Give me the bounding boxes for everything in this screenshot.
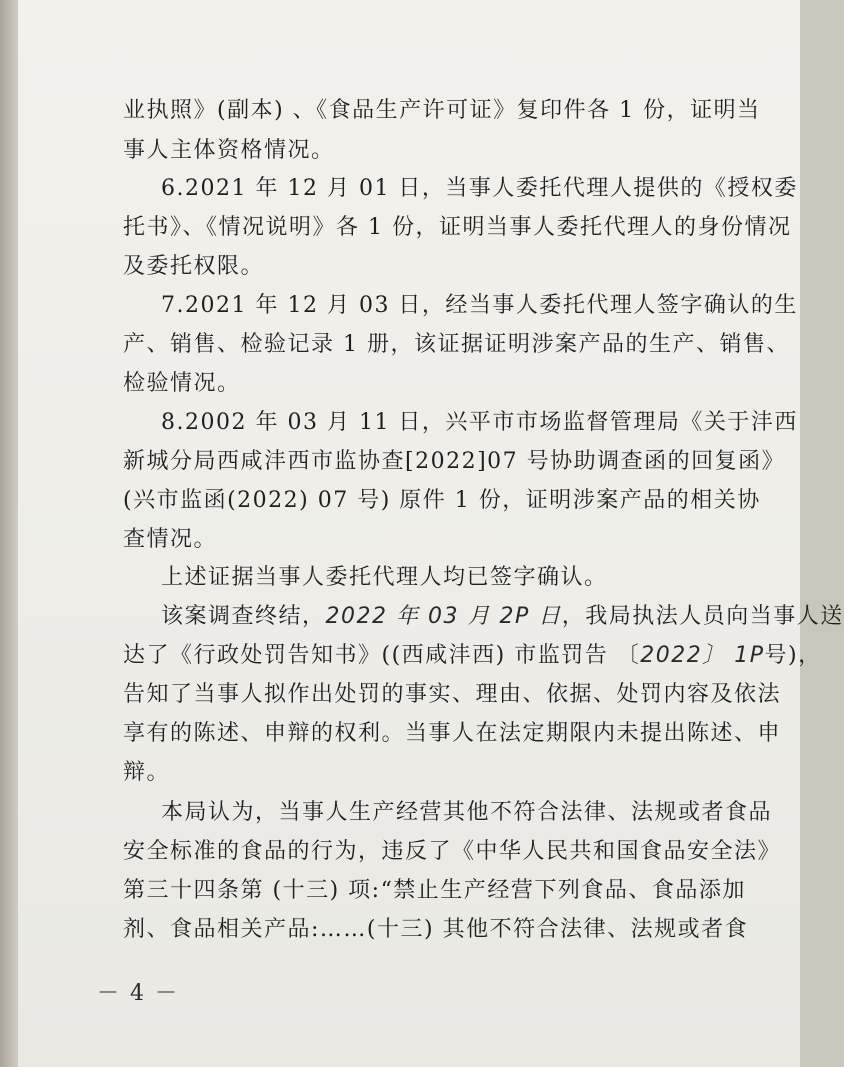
doc-line: 业执照》(副本) 、《食品生产许可证》复印件各 1 份，证明当 [123, 98, 761, 123]
doc-line: (兴市监函(2022) 07 号) 原件 1 份，证明涉案产品的相关协 [123, 488, 761, 513]
doc-line: 6.2021 年 12 月 01 日，当事人委托代理人提供的《授权委 [161, 176, 798, 201]
doc-line [161, 603, 844, 631]
page-edge-shadow [0, 0, 18, 1067]
doc-line [123, 642, 822, 670]
doc-line: 上述证据当事人委托代理人均已签字确认。 [161, 565, 608, 590]
doc-text: ，我局执法人员向当事人送 [561, 604, 844, 629]
doc-line: 8.2002 年 03 月 11 日，兴平市市场监督管理局《关于沣西 [161, 410, 798, 435]
doc-line: 安全标准的食品的行为，违反了《中华人民共和国食品安全法》 [123, 839, 782, 864]
page-number: － 4 － [97, 981, 179, 1006]
doc-text: 达了《行政处罚告知书》((西咸沣西) 市监罚告 〔 [123, 643, 641, 668]
doc-line: 第三十四条第 (十三) 项:“禁止生产经营下列食品、食品添加 [123, 878, 746, 903]
doc-line: 检验情况。 [123, 371, 241, 396]
doc-line: 及委托权限。 [123, 254, 265, 279]
doc-line: 新城分局西咸沣西市监协查[2022]07 号协助调查函的回复函》 [123, 449, 786, 474]
doc-line: 享有的陈述、申辩的权利。当事人在法定期限内未提出陈述、申 [123, 721, 782, 746]
handwritten-number: 2022〕 1P [640, 643, 765, 668]
handwritten-date: 2022 年 03 月 2P 日 [325, 604, 562, 629]
doc-line: 剂、食品相关产品:……(十三) 其他不符合法律、法规或者食 [123, 917, 749, 942]
doc-line: 查情况。 [123, 527, 218, 552]
doc-text: 号)， [764, 643, 822, 668]
doc-line: 辩。 [123, 760, 171, 785]
doc-line: 本局认为，当事人生产经营其他不符合法律、法规或者食品 [161, 800, 773, 825]
doc-text: 该案调查终结， [161, 604, 326, 629]
doc-line: 7.2021 年 12 月 03 日，经当事人委托代理人签字确认的生 [161, 293, 798, 318]
doc-line: 产、销售、检验记录 1 册，该证据证明涉案产品的生产、销售、 [123, 332, 790, 357]
doc-line: 事人主体资格情况。 [123, 138, 335, 163]
doc-line: 托书》、《情况说明》各 1 份，证明当事人委托代理人的身份情况 [123, 215, 792, 240]
doc-line: 告知了当事人拟作出处罚的事实、理由、依据、处罚内容及依法 [123, 682, 782, 707]
